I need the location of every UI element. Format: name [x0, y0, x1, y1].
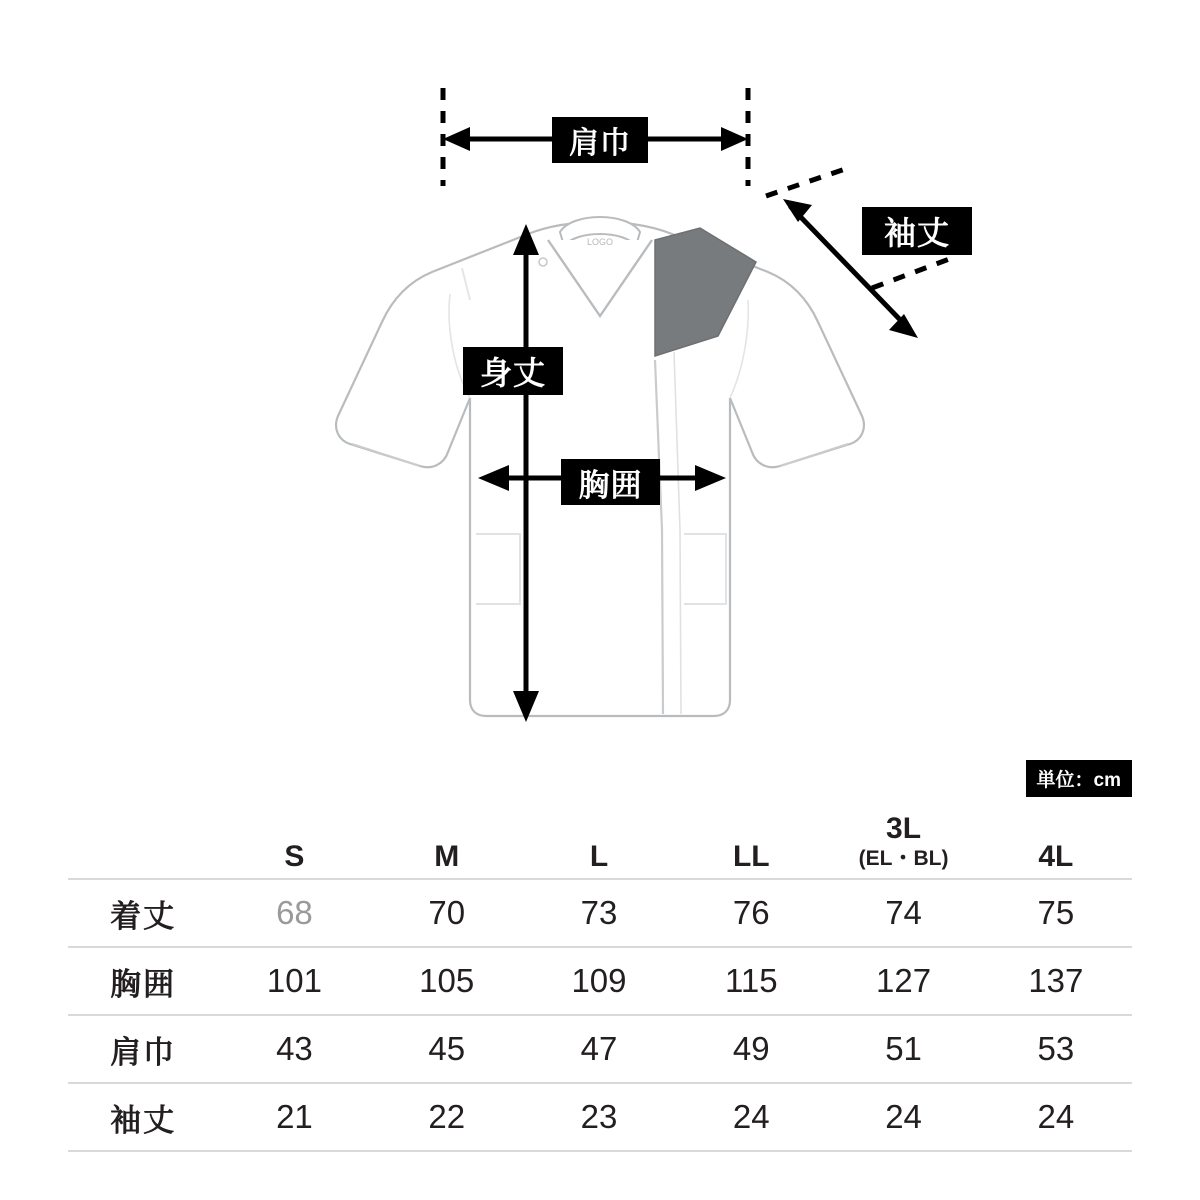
cell-body-length-4l: 75 [1037, 894, 1075, 931]
corner-cell [68, 800, 218, 879]
column-header-l [523, 800, 675, 879]
cell-sleeve-s: 21 [276, 1098, 313, 1135]
column-header-3l-sub: (EL・BL) [858, 846, 949, 870]
column-header-s-main: S [284, 839, 305, 873]
table-row [68, 1015, 1132, 1083]
cell-body-length-ll: 76 [732, 894, 770, 931]
cell-body-length-m: 70 [428, 894, 466, 931]
table-row [68, 1083, 1132, 1151]
column-header-s [218, 800, 370, 879]
column-header-3l [827, 800, 979, 879]
cell-chest-l: 109 [571, 962, 627, 999]
cell-sleeve-l: 23 [580, 1098, 618, 1135]
column-header-4l [980, 800, 1132, 879]
column-header-m-main: M [434, 839, 460, 873]
cell-shoulder-m: 45 [428, 1030, 466, 1067]
cell-shoulder-3l: 51 [885, 1030, 922, 1067]
size-table-header [68, 800, 1132, 879]
row-label-chest: 胸囲 [110, 966, 177, 1002]
column-header-4l-main: 4L [1038, 839, 1074, 873]
cell-chest-ll: 115 [724, 962, 778, 999]
label-shoulder-width: 肩巾 [552, 117, 648, 163]
cell-chest-3l: 127 [876, 962, 932, 999]
column-header-ll [675, 800, 827, 879]
table-header-row [68, 800, 1132, 879]
row-label-sleeve: 袖丈 [110, 1102, 177, 1138]
cell-chest-4l: 137 [1028, 962, 1084, 999]
label-sleeve-length: 袖丈 [862, 207, 972, 255]
cell-body-length-l: 73 [580, 894, 618, 931]
cell-shoulder-l: 47 [580, 1030, 618, 1067]
cell-body-length-3l: 74 [885, 894, 922, 931]
cell-shoulder-s: 43 [276, 1030, 313, 1067]
cell-sleeve-4l: 24 [1037, 1098, 1075, 1135]
cell-sleeve-ll: 24 [732, 1098, 770, 1135]
cell-chest-m: 105 [419, 962, 475, 999]
column-header-3l-main: 3L [886, 812, 922, 846]
table-row [68, 947, 1132, 1015]
cell-shoulder-4l: 53 [1037, 1030, 1075, 1067]
row-label-body-length: 着丈 [110, 898, 177, 934]
table-row [68, 879, 1132, 947]
cell-sleeve-3l: 24 [885, 1098, 922, 1135]
unit-badge: 単位：cm [1026, 760, 1132, 797]
row-label-shoulder: 肩巾 [110, 1034, 177, 1070]
size-table-body [68, 879, 1132, 1151]
cell-body-length-s: 68 [276, 894, 313, 931]
svg-text:LOGO: LOGO [586, 237, 614, 247]
cell-chest-s: 101 [266, 962, 322, 999]
cell-sleeve-m: 22 [428, 1098, 466, 1135]
cell-shoulder-ll: 49 [732, 1030, 770, 1067]
label-body-length: 身丈 [463, 347, 563, 395]
column-header-m [371, 800, 523, 879]
column-header-l-main: L [589, 839, 609, 873]
size-chart-table [68, 800, 1132, 1152]
column-header-ll-main: LL [732, 839, 770, 873]
label-chest-width: 胸囲 [561, 459, 660, 505]
